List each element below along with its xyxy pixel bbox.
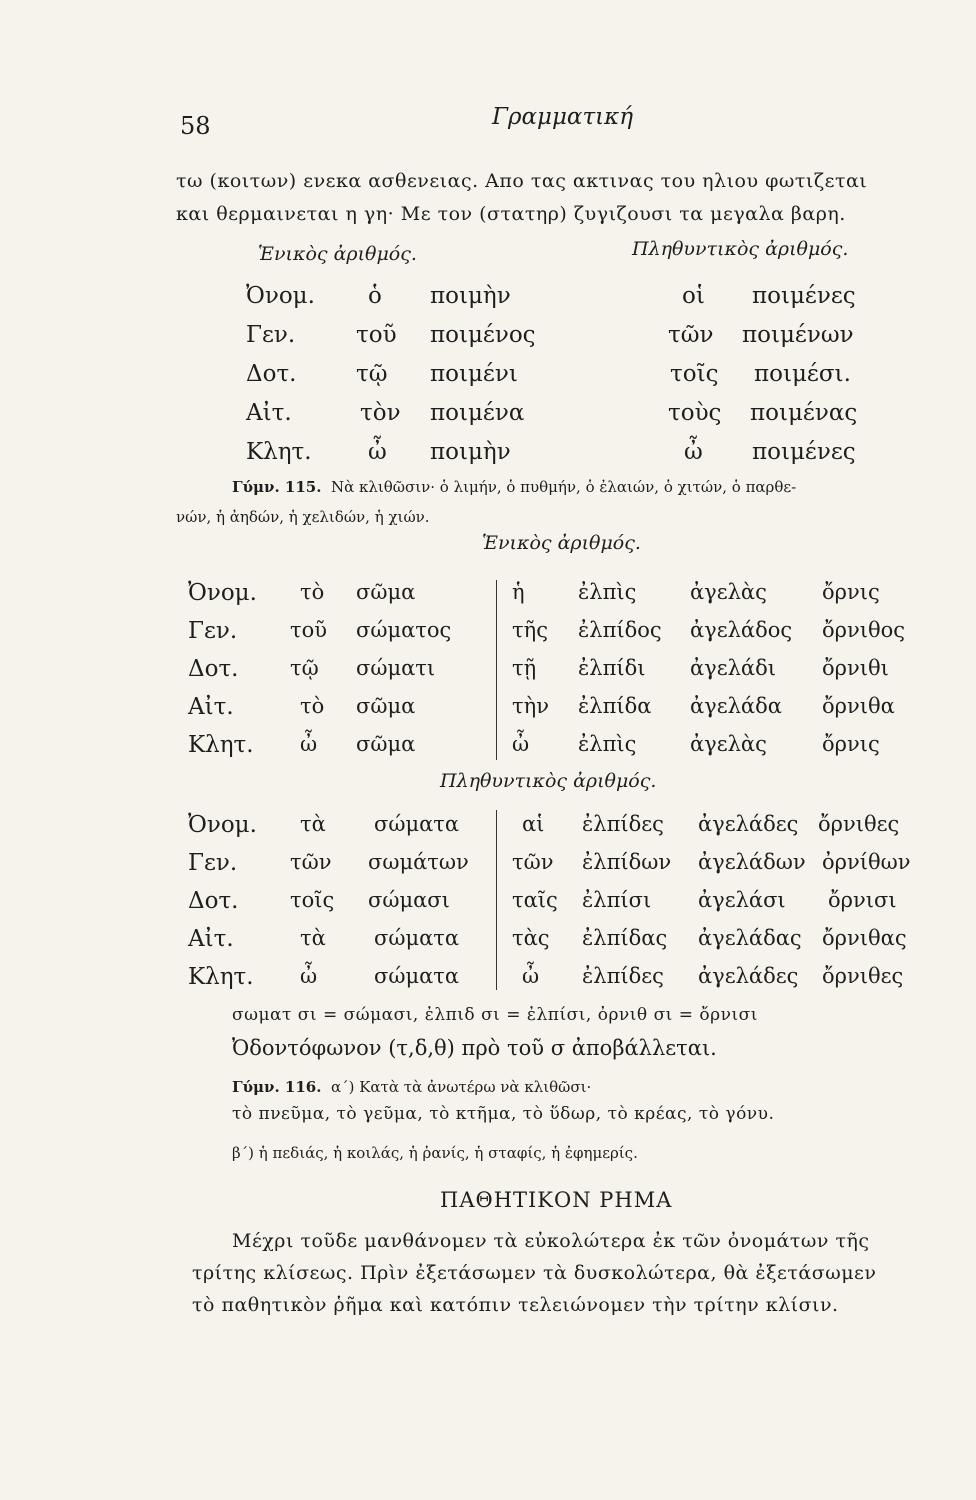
word-agelas: ἀγελὰς: [690, 580, 767, 604]
exercise-116-label: Γύμν. 116.: [232, 1078, 322, 1096]
column-divider: [496, 810, 497, 990]
word-ornis: ὄρνις: [822, 732, 880, 756]
case-label: Κλητ.: [188, 732, 254, 758]
article-plural: τοὺς: [668, 400, 722, 426]
word-elpis: ἐλπὶς: [578, 732, 637, 756]
word-elpis: ἐλπίδων: [582, 850, 672, 874]
word-soma: σώματος: [356, 618, 452, 642]
word-ornis: ὄρνιθος: [822, 618, 906, 642]
table2-header-singular: Ἑνικὸς ἀριθμός.: [482, 532, 641, 554]
section-title: ΠΑΘΗΤΙΚΟΝ ΡΗΜΑ: [440, 1188, 673, 1212]
article-neuter: τὸ: [300, 580, 325, 604]
case-label: Αἰτ.: [188, 694, 234, 720]
intro-line-1: τω (κοιτων) ενεκα ασθενειας. Απο τας ακτινας του ηλιου φωτιζεται: [176, 170, 868, 192]
rule-formula: σωματ σι = σώμασι, ἐλπιδ σι = ἐλπίσι, ὀρνιθ σι = ὄρνισι: [232, 1005, 758, 1025]
article-neuter: τῶν: [290, 850, 332, 874]
article-neuter: ὦ: [300, 732, 318, 756]
word-agelas: ἀγελάδι: [690, 656, 776, 680]
article-feminine: ταῖς: [512, 888, 558, 912]
table1-header-plural: Πληθυντικὸς ἀριθμός.: [632, 238, 849, 260]
article-feminine: τῆς: [512, 618, 548, 642]
article-plural: τῶν: [668, 322, 714, 348]
case-label: Αἰτ.: [246, 400, 292, 426]
word-soma: σῶμα: [356, 732, 416, 756]
article-singular: ὁ: [368, 283, 382, 309]
running-head: Γραμματική: [492, 104, 634, 130]
article-neuter: τῷ: [290, 656, 319, 680]
article-plural: ὦ: [684, 439, 703, 465]
exercise-116-text: α΄) Κατὰ τὰ ἀνωτέρω νὰ κλιθῶσι·: [330, 1078, 592, 1096]
paragraph-line-1: Μέχρι τοῦδε μανθάνομεν τὰ εὐκολώτερα ἐκ τῶν ὀνομάτων τῆς: [232, 1230, 870, 1252]
word-ornis: ὄρνιθι: [822, 656, 889, 680]
case-label: Γεν.: [188, 618, 238, 644]
article-neuter: τὸ: [300, 694, 325, 718]
article-feminine: ὦ: [522, 964, 540, 988]
word-soma: σώματα: [374, 812, 460, 836]
word-soma: σώματα: [374, 926, 460, 950]
article-singular: τῷ: [356, 361, 388, 387]
article-neuter: ὦ: [300, 964, 318, 988]
noun-plural: ποιμένας: [750, 400, 858, 426]
article-feminine: ἡ: [512, 580, 525, 604]
exercise-116-line-b: β΄) ἡ πεδιάς, ἡ κοιλάς, ἡ ῥανίς, ἡ σταφίς, ἡ ἐφημερίς.: [232, 1144, 638, 1162]
word-ornis: ὄρνις: [822, 580, 880, 604]
noun-plural: ποιμέσι.: [754, 361, 851, 387]
exercise-115-line-2: νών, ἡ ἀηδών, ἡ χελιδών, ἡ χιών.: [176, 508, 430, 526]
intro-line-2: και θερμαινεται η γη· Με τον (στατηρ) ζυγιζουσι τα μεγαλα βαρη.: [176, 203, 846, 225]
word-ornis: ὄρνιθας: [822, 926, 907, 950]
article-neuter: τοῖς: [290, 888, 335, 912]
word-agelas: ἀγελάδες: [698, 964, 799, 988]
word-agelas: ἀγελάδα: [690, 694, 782, 718]
noun-singular: ποιμένα: [430, 400, 525, 426]
word-elpis: ἐλπίδας: [582, 926, 668, 950]
word-ornis: ὀρνίθων: [822, 850, 911, 874]
noun-plural: ποιμένες: [752, 283, 856, 309]
noun-plural: ποιμένων: [742, 322, 854, 348]
article-plural: οἱ: [682, 283, 705, 309]
word-agelas: ἀγελάσι: [698, 888, 786, 912]
case-label: Ὀνομ.: [188, 812, 257, 838]
exercise-116-line-a: [232, 1078, 591, 1096]
case-label: Γεν.: [188, 850, 238, 876]
word-soma: σώμασι: [368, 888, 450, 912]
word-agelas: ἀγελάδας: [698, 926, 802, 950]
word-elpis: ἐλπίσι: [582, 888, 652, 912]
article-feminine: τῇ: [512, 656, 537, 680]
column-divider: [496, 580, 497, 760]
word-elpis: ἐλπίδες: [582, 964, 664, 988]
noun-singular: ποιμὴν: [430, 283, 511, 309]
word-ornis: ὄρνιθες: [822, 964, 904, 988]
word-ornis: ὄρνιθα: [822, 694, 895, 718]
word-ornis: ὄρνισι: [828, 888, 897, 912]
word-soma: σῶμα: [356, 580, 416, 604]
case-label: Γεν.: [246, 322, 296, 348]
table2-header-plural: Πληθυντικὸς ἀριθμός.: [440, 770, 657, 792]
case-label: Κλητ.: [188, 964, 254, 990]
word-soma: σώματα: [374, 964, 460, 988]
word-agelas: ἀγελάδων: [698, 850, 806, 874]
case-label: Δοτ.: [246, 361, 297, 387]
case-label: Ὀνομ.: [246, 283, 315, 309]
article-feminine: τῶν: [512, 850, 554, 874]
rule-statement: Ὀδοντόφωνον (τ,δ,θ) πρὸ τοῦ σ ἀποβάλλεται.: [232, 1036, 717, 1060]
word-agelas: ἀγελὰς: [690, 732, 767, 756]
word-agelas: ἀγελάδες: [698, 812, 799, 836]
word-elpis: ἐλπίδες: [582, 812, 664, 836]
article-plural: τοῖς: [670, 361, 719, 387]
case-label: Αἰτ.: [188, 926, 234, 952]
case-label: Δοτ.: [188, 656, 239, 682]
word-soma: σωμάτων: [368, 850, 469, 874]
word-soma: σώματι: [356, 656, 436, 680]
article-neuter: τὰ: [300, 812, 326, 836]
article-singular: τὸν: [360, 400, 401, 426]
paragraph-line-2: τρίτης κλίσεως. Πρὶν ἐξετάσωμεν τὰ δυσκολώτερα, θὰ ἐξετάσωμεν: [192, 1262, 877, 1284]
exercise-116-line-a2: τὸ πνεῦμα, τὸ γεῦμα, τὸ κτῆμα, τὸ ὕδωρ, τὸ κρέας, τὸ γόνυ.: [232, 1104, 775, 1124]
page-number: 58: [180, 112, 211, 140]
case-label: Κλητ.: [246, 439, 312, 465]
noun-plural: ποιμένες: [752, 439, 856, 465]
article-neuter: τοῦ: [290, 618, 328, 642]
word-soma: σῶμα: [356, 694, 416, 718]
article-singular: τοῦ: [356, 322, 397, 348]
word-elpis: ἐλπίδα: [578, 694, 652, 718]
word-agelas: ἀγελάδος: [690, 618, 793, 642]
article-feminine: ὦ: [512, 732, 530, 756]
case-label: Ὀνομ.: [188, 580, 257, 606]
case-label: Δοτ.: [188, 888, 239, 914]
paragraph-line-3: τὸ παθητικὸν ῥῆμα καὶ κατόπιν τελειώνομεν τὴν τρίτην κλίσιν.: [192, 1294, 839, 1316]
noun-singular: ποιμὴν: [430, 439, 511, 465]
noun-singular: ποιμένος: [430, 322, 536, 348]
word-elpis: ἐλπὶς: [578, 580, 637, 604]
exercise-115-label: Γύμν. 115.: [232, 478, 322, 496]
article-singular: ὦ: [368, 439, 387, 465]
article-feminine: αἱ: [522, 812, 545, 836]
word-elpis: ἐλπίδος: [578, 618, 662, 642]
exercise-115-line-1: [232, 478, 796, 496]
word-elpis: ἐλπίδι: [578, 656, 646, 680]
article-feminine: τὴν: [512, 694, 549, 718]
exercise-115-text: Νὰ κλιθῶσιν· ὁ λιμήν, ὁ πυθμήν, ὁ ἐλαιών, ὁ χιτών, ὁ παρθε-: [330, 478, 797, 496]
noun-singular: ποιμένι: [430, 361, 518, 387]
article-neuter: τὰ: [300, 926, 326, 950]
article-feminine: τὰς: [512, 926, 550, 950]
table1-header-singular: Ἑνικὸς ἀριθμός.: [258, 243, 417, 265]
word-ornis: ὄρνιθες: [818, 812, 900, 836]
